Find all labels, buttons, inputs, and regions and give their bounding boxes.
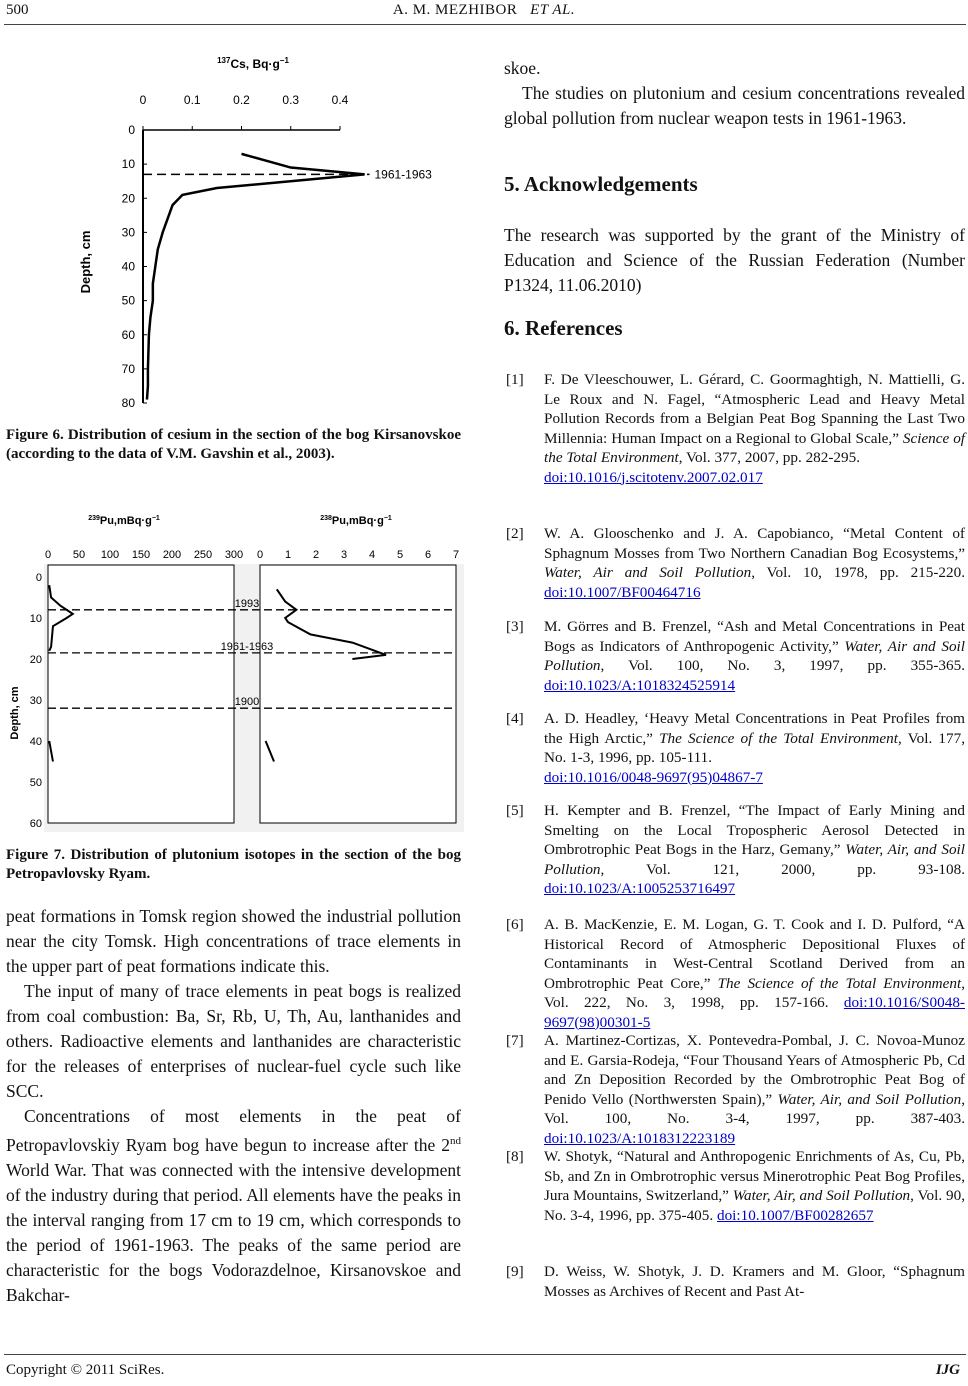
paragraph-trace-elements: The input of many of trace elements in peat bogs is realized from coal combustion: Ba, Sr, Rb, U, Th, Au, lanthanides and others. Radioactive elements and lanthanides are characteristic for the releases of enterprises of nuclear-fuel cycle such like SCC. <box>6 981 461 1101</box>
reference-item <box>506 617 965 695</box>
reference-item <box>506 1262 965 1301</box>
paragraph-concentrations <box>6 1104 461 1308</box>
header-et-al: ET AL. <box>530 2 576 18</box>
paragraph-concentrations-b: World War. That was connected with the intensive development of the industry during that period. All elements have the peaks in the interval ranging from 17 cm to 19 cm, which corresponds to the period of 1961-1963. The peaks of the same period are characteristic for the bogs Vodorazdelnoe, Kirsanovskoe and Bakchar- <box>6 1159 461 1305</box>
fig6-x-tick-label: 0 <box>139 93 147 107</box>
reference-journal: Water, Air and Soil Pollution <box>544 564 752 581</box>
reference-details: , Vol. 100, No. 3-4, 1997, pp. 387-403. <box>544 1090 965 1127</box>
reference-number: [7] <box>506 1032 524 1049</box>
reference-details: , Vol. 90, No. 3-4, 1996, pp. 375-405. <box>544 1187 965 1224</box>
fig7-left-x-tick-label: 200 <box>162 549 182 561</box>
reference-text: A. Martinez-Cortizas, X. Pontevedra-Pombal, J. C. Novoa-Munoz and E. Garsia-Rodeja, “Four Thousand Years of Atmospheric Pb, Cd and Zn Deposition Recorded by the Ombrotrophic Peat Bog of Penido Vello (Northwersten Spain),” <box>544 1032 965 1108</box>
fig6-y-tick-label: 20 <box>121 191 135 206</box>
reference-number: [8] <box>506 1148 524 1165</box>
figure-7-chart <box>4 508 464 833</box>
reference-text: M. Görres and B. Frenzel, “Ash and Metal Concentrations in Peat Bogs as Indicators of Anthropogenic Activity,” <box>544 618 965 655</box>
reference-journal: The Science of the Total Environment <box>659 729 898 747</box>
fig7-right-x-tick-label: 3 <box>340 549 348 561</box>
fig6-y-tick-label: 70 <box>121 361 135 376</box>
section-acknowledgements-heading: 5. Acknowledgements <box>504 172 698 196</box>
reference-text: F. De Vleeschouwer, L. Gérard, C. Goormaghtigh, N. Mattielli, G. Le Roux and N. Fagel, “Atmospheric Lead and Heavy Metal Pollution Records from a Belgian Peat Bog Spanning the Last Two Millennia: Human Impact on a Regional to Global Scale,” <box>544 371 965 447</box>
fig7-left-x-tick-label: 0 <box>44 549 52 561</box>
reference-text: W. A. Glooschenko and J. A. Capobianco, “Metal Content of Sphagnum Mosses from Two Northern Canadian Bog Ecosystems,” <box>544 525 965 562</box>
reference-doi-link[interactable]: doi:10.1016/S0048-9697(98)00301-5 <box>544 994 965 1031</box>
fig7-right-x-tick-label: 7 <box>452 549 460 561</box>
reference-doi-link[interactable]: doi:10.1023/A:1018324525914 <box>544 676 736 694</box>
reference-number: [5] <box>506 802 524 819</box>
fig7-y-tick-label: 10 <box>29 613 42 625</box>
fig7-left-title: $^{239}Pu,mBq\cdot g^{-1}$ <box>88 515 160 527</box>
reference-details: , Vol. 121, 2000, pp. 93-108. <box>600 860 965 878</box>
fig6-y-tick-label: 40 <box>121 259 135 274</box>
reference-text: A. B. MacKenzie, E. M. Logan, G. T. Cook and I. D. Pulford, “A Historical Record of Atmospheric Depositional Fluxes of Contaminants in West-Central Scotland Derived from an Ombrotrophic Peat Core,” <box>544 916 965 992</box>
reference-journal: The Science of the Total Environment <box>717 974 962 992</box>
fig7-left-x-tick-label: 100 <box>100 549 120 561</box>
fig7-left-panel <box>48 565 234 823</box>
reference-number: [6] <box>506 916 524 933</box>
reference-number: [1] <box>506 371 524 388</box>
reference-details: , Vol. 177, No. 1-3, 1996, pp. 105-111. <box>544 729 965 766</box>
fig7-right-x-tick-label: 0 <box>256 549 264 561</box>
reference-doi-link[interactable]: doi:10.1023/A:1005253716497 <box>544 880 736 897</box>
figure-6-chart <box>60 52 460 417</box>
reference-details: , Vol. 222, No. 3, 1998, pp. 157-166. <box>544 974 965 1011</box>
left-column-text <box>6 904 461 1308</box>
fig7-left-x-tick-label: 250 <box>193 549 213 561</box>
fig6-y-tick-label: 10 <box>121 157 135 172</box>
reference-journal: Water, Air, and Soil Pollution <box>732 1187 911 1204</box>
fig6-y-tick-label: 50 <box>121 293 135 308</box>
fig7-y-tick-label: 40 <box>29 736 42 748</box>
fig7-y-axis-label: Depth, cm <box>9 686 21 740</box>
reference-doi-link[interactable]: doi:10.1016/j.scitotenv.2007.02.017 <box>544 468 763 486</box>
reference-details: , Vol. 10, 1978, pp. 215-220. <box>751 564 966 581</box>
footer-journal: IJG <box>935 1362 960 1378</box>
reference-item <box>506 915 965 1032</box>
fig7-y-tick-label: 30 <box>29 695 42 707</box>
running-header <box>0 2 968 19</box>
footer-rule <box>4 1354 966 1355</box>
reference-number: [9] <box>506 1263 524 1280</box>
figure-7-caption: Figure 7. Distribution of plutonium isotopes in the section of the bog Petropavlovsky Ryam. <box>6 847 461 882</box>
acknowledgements-text: The research was supported by the grant of the Ministry of Education and Science of the Russian Federation (Number P1324, 11.06.2010) <box>504 225 965 295</box>
fig7-right-x-tick-label: 2 <box>312 549 320 561</box>
reference-doi-link[interactable]: doi:10.1023/A:1018312223189 <box>544 1129 736 1147</box>
reference-item <box>506 801 965 899</box>
fig6-y-tick-label: 60 <box>121 327 135 342</box>
fig6-x-tick-label: 0.3 <box>282 93 300 107</box>
fig6-y-tick-label: 80 <box>121 396 135 410</box>
reference-details: , Vol. 100, No. 3, 1997, pp. 355-365. <box>600 657 965 674</box>
fig7-y-tick-label: 50 <box>29 777 42 789</box>
fig6-axis-title: $^{137}$Cs, $Bq\cdot g^{-1}$ <box>217 56 289 71</box>
fig6-y-tick-label: 0 <box>128 123 135 137</box>
reference-details: , Vol. 377, 2007, pp. 282-295. <box>678 449 860 466</box>
fig6-x-tick-label: 0.1 <box>183 93 201 107</box>
fig7-y-tick-label: 20 <box>29 654 42 666</box>
reference-number: [2] <box>506 525 524 542</box>
paragraph-studies: The studies on plutonium and cesium concentrations revealed global pollution from nuclear weapon tests in 1961-1963. <box>504 83 965 128</box>
fig7-left-x-tick-label: 50 <box>72 549 86 561</box>
reference-text: D. Weiss, W. Shotyk, J. D. Kramers and M. Gloor, “Sphagnum Mosses as Archives of Recent and Past At- <box>544 1263 965 1300</box>
reference-journal: Water, Air, and Soil Pollution <box>544 841 965 878</box>
fig7-right-x-tick-label: 5 <box>396 549 404 561</box>
fig7-left-x-tick-label: 300 <box>224 549 244 561</box>
page-number: 500 <box>6 2 29 18</box>
section-references-heading: 6. References <box>504 316 623 340</box>
reference-number: [3] <box>506 618 524 635</box>
reference-number: [4] <box>506 710 524 727</box>
fig7-right-x-tick-label: 4 <box>368 549 376 561</box>
reference-text: H. Kempter and B. Frenzel, “The Impact of Early Mining and Smelting on the Local Tropospheric Aerosol Detected in Ombrotrophic Peat Bogs in the Harz, Gemany,” <box>544 802 965 858</box>
reference-journal: Science of the Total Environment <box>544 429 966 466</box>
fig7-right-x-tick-label: 6 <box>424 549 432 561</box>
superscript-nd: nd <box>450 1135 461 1147</box>
reference-doi-link[interactable]: doi:10.1007/BF00282657 <box>716 1206 874 1224</box>
figure-6-caption: Figure 6. Distribution of cesium in the section of the bog Kirsanovskoe (according to the data of V.M. Gavshin et al., 2003). <box>6 427 461 462</box>
paragraph-concentrations-a: Concentrations of most elements in the peat of Petropavlovskiy Ryam bog have begun to increase after the 2 <box>6 1106 461 1155</box>
fig7-period-label: 1993 <box>234 597 260 610</box>
fig7-right-title: $^{238}Pu,mBq\cdot g^{-1}$ <box>320 515 392 527</box>
fig7-y-tick-label: 0 <box>35 572 42 584</box>
reference-item <box>506 370 965 487</box>
reference-item <box>506 1031 965 1148</box>
reference-journal: Water, Air, and Soil Pollution <box>777 1090 962 1108</box>
fig7-period-label: 1900 <box>234 696 260 709</box>
fig7-period-label: 1961-1963 <box>220 640 274 653</box>
header-author: A. M. MEZHIBOR <box>392 2 518 18</box>
reference-item <box>506 524 965 602</box>
right-column-text <box>504 56 965 131</box>
header-rule <box>4 24 966 25</box>
fig7-y-tick-label: 60 <box>29 818 42 830</box>
paragraph-peat-formations: peat formations in Tomsk region showed the industrial pollution near the city Tomsk. High concentrations of trace elements in the upper part of peat formations indicate this. <box>6 906 461 976</box>
reference-item <box>506 709 965 787</box>
fig6-period-label: 1961-1963 <box>374 167 432 182</box>
fig7-left-x-tick-label: 150 <box>131 549 151 561</box>
reference-text: W. Shotyk, “Natural and Anthropogenic Enrichments of As, Cu, Pb, Sb, and Zn in Ombrotrophic versus Minerotrophic Peat Bog Profiles, Jura Mountains, Switzerland,” <box>544 1148 965 1204</box>
reference-text: A. D. Headley, ‘Heavy Metal Concentrations in Peat Profiles from the High Arctic,” <box>544 710 965 747</box>
reference-doi-link[interactable]: doi:10.1016/0048-9697(95)04867-7 <box>544 768 763 786</box>
paragraph-skoe: skoe. <box>504 58 541 78</box>
fig7-right-x-tick-label: 1 <box>284 549 292 561</box>
reference-journal: Water, Air and Soil Pollution <box>544 637 965 674</box>
fig6-x-tick-label: 0.2 <box>233 93 250 107</box>
reference-item <box>506 1147 965 1225</box>
fig6-y-axis-label: Depth, cm <box>78 230 93 294</box>
fig6-x-tick-label: 0.4 <box>331 93 349 107</box>
reference-doi-link[interactable]: doi:10.1007/BF00464716 <box>544 583 701 601</box>
fig6-y-tick-label: 30 <box>121 225 135 240</box>
footer-copyright: Copyright © 2011 SciRes. <box>6 1362 165 1378</box>
